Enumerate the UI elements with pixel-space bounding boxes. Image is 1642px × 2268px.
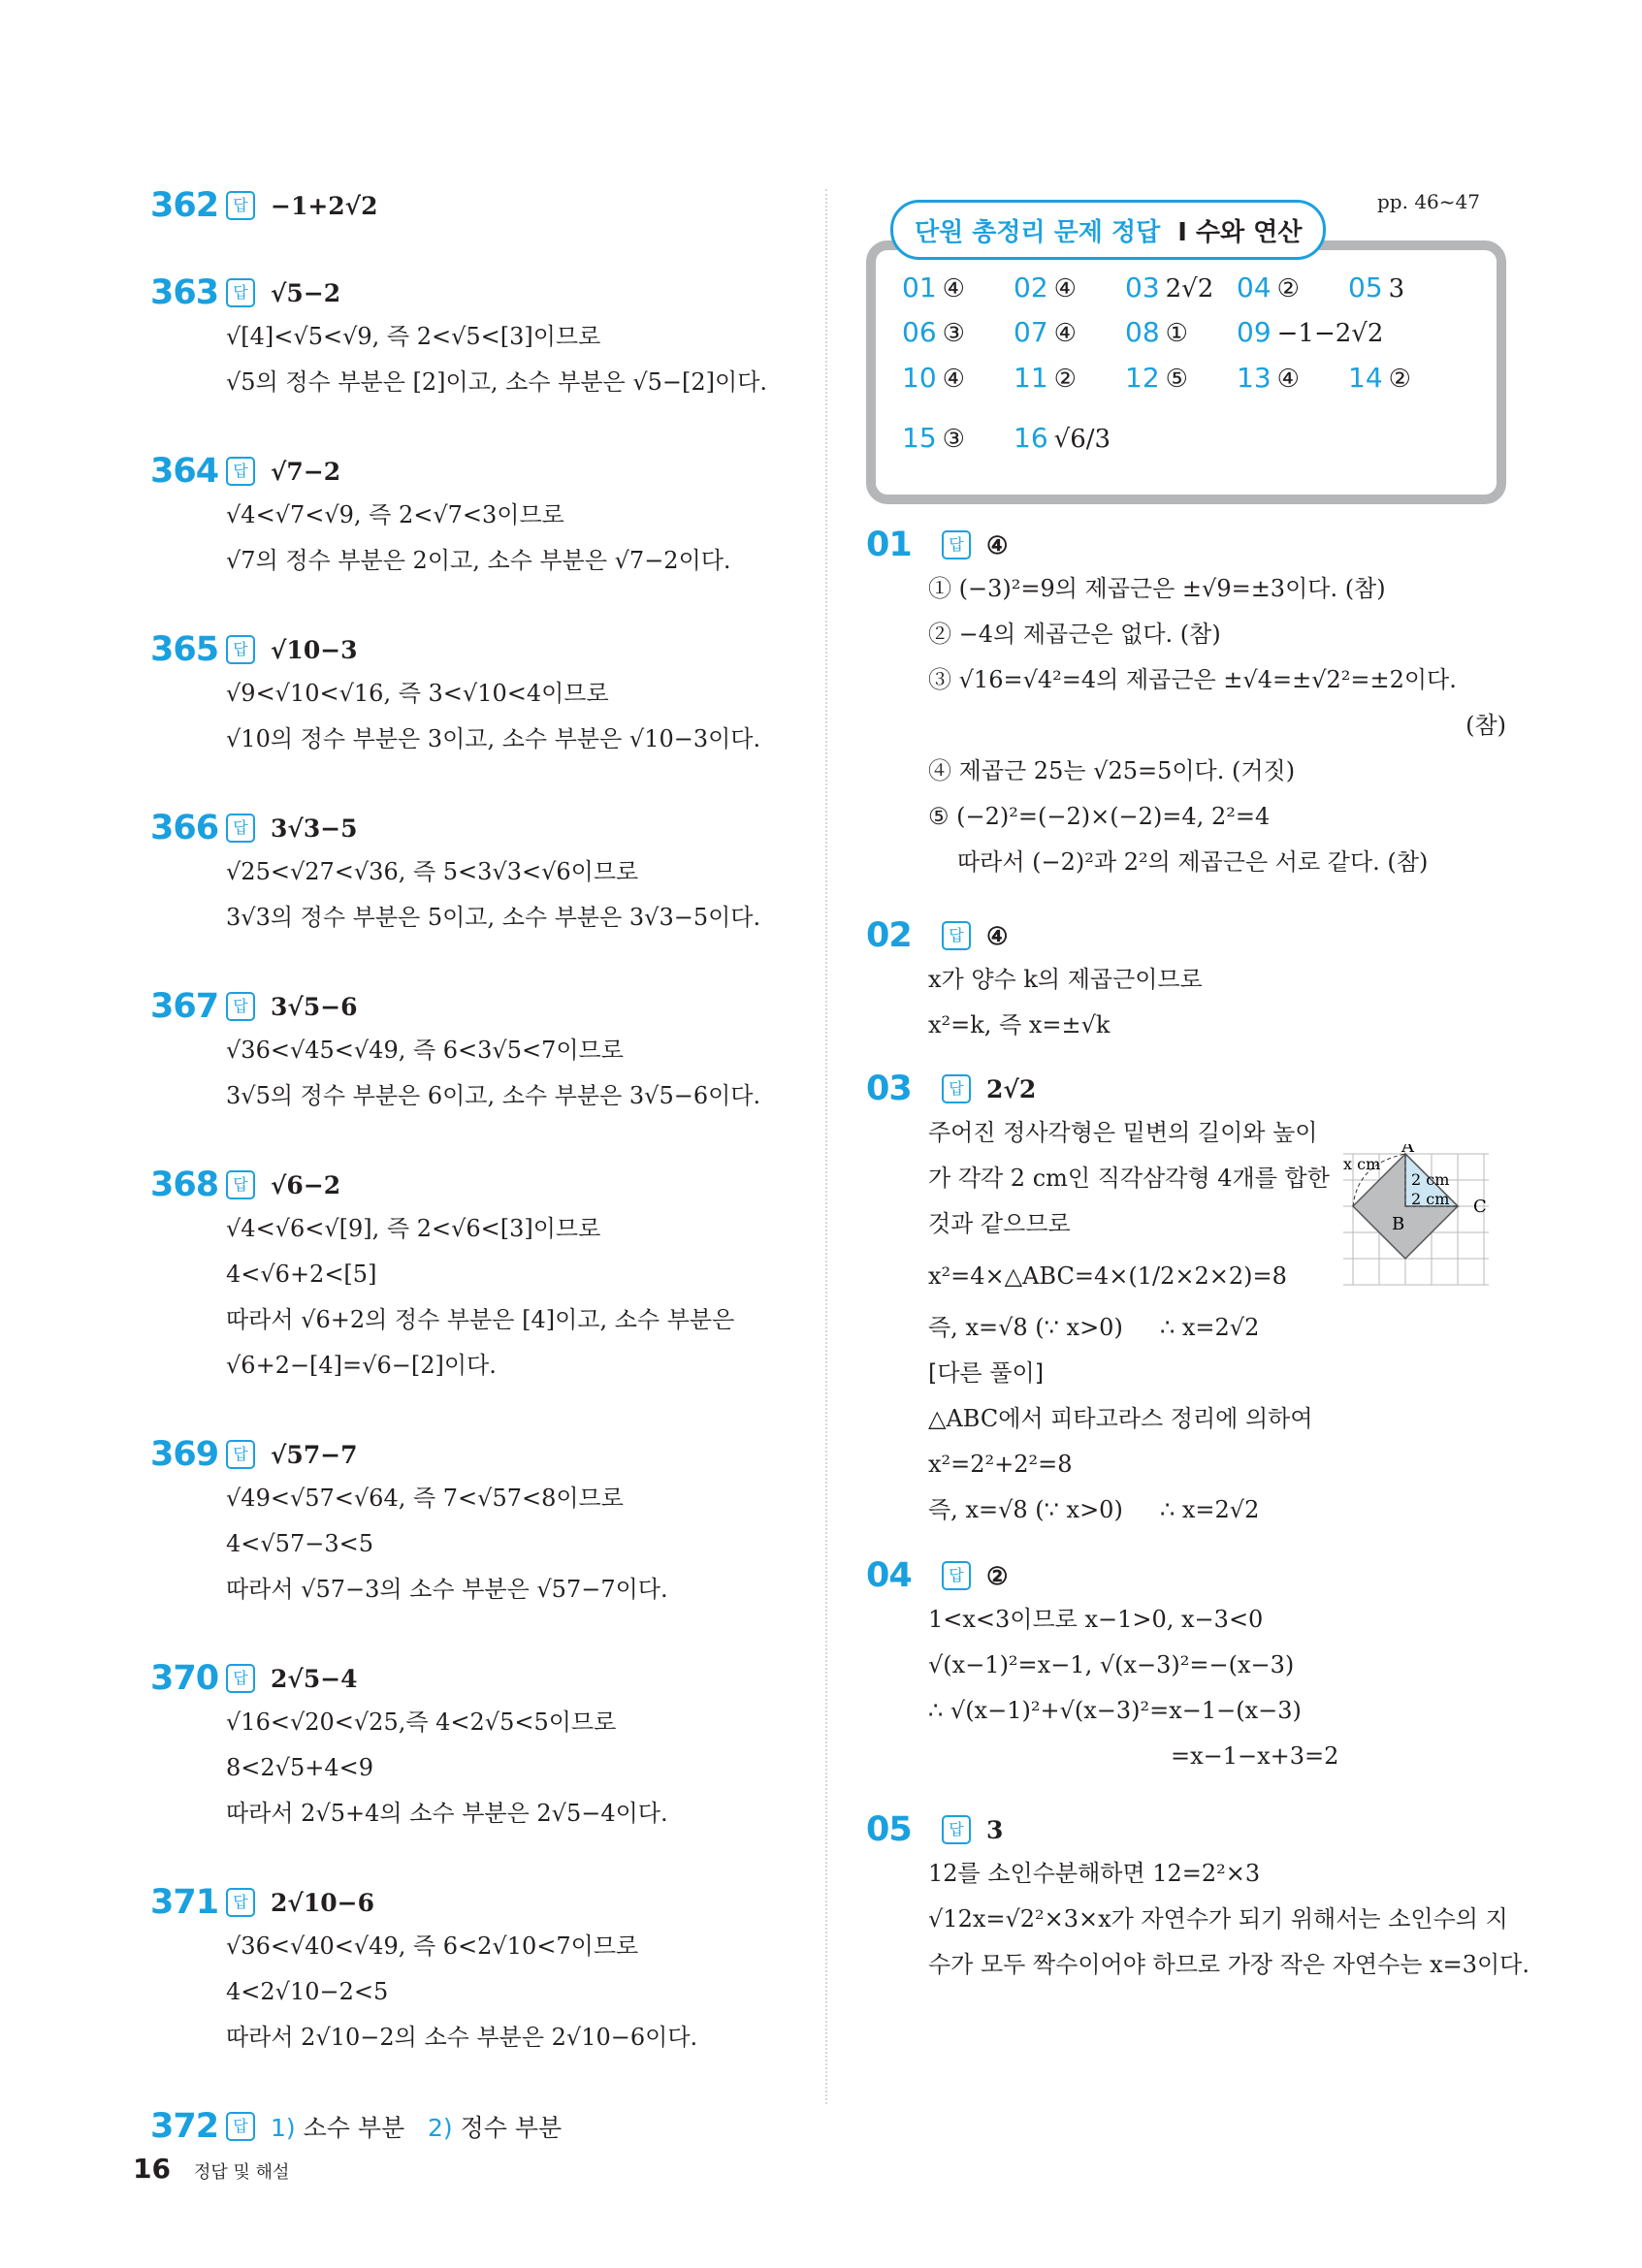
label-b: B: [1392, 1214, 1405, 1234]
answer-badge: 답: [226, 992, 255, 1021]
label-c: C: [1473, 1197, 1487, 1217]
solution-line: 1<x<3이므로 x−1>0, x−3<0: [928, 1606, 1264, 1633]
summary-item: 01 ④: [902, 272, 965, 303]
summary-item: 06 ③: [902, 316, 965, 348]
solution-line: ① (−3)²=9의 제곱근은 ±√9=±3이다. (참): [928, 575, 1386, 602]
answer: √5−2: [271, 278, 341, 307]
solution-line: (참): [1465, 712, 1506, 739]
solution-line: 따라서 (−2)²과 2²의 제곱근은 서로 같다. (참): [957, 848, 1429, 876]
label-2cm-a: 2 cm: [1411, 1170, 1450, 1189]
solution-line: 가 각각 2 cm인 직각삼각형 4개를 합한: [928, 1165, 1330, 1192]
solution-line: 것과 같으므로: [928, 1210, 1071, 1237]
review-05: [866, 1808, 1529, 1988]
solution-line: 3√3의 정수 부분은 5이고, 소수 부분은 3√3−5이다.: [226, 904, 761, 931]
answer-badge: 답: [942, 1815, 971, 1844]
solution-line: 3√5의 정수 부분은 6이고, 소수 부분은 3√5−6이다.: [226, 1082, 761, 1109]
problem-368: [150, 1164, 781, 1389]
summary-item: 05 3: [1348, 272, 1405, 303]
solution-line: √(x−1)²=x−1, √(x−3)²=−(x−3): [928, 1651, 1295, 1678]
solution-line: 수가 모두 짝수이어야 하므로 가장 작은 자연수는 x=3이다.: [928, 1951, 1529, 1978]
problem-number: 372: [150, 2107, 219, 2146]
summary-item: 16 √6/3: [1014, 422, 1111, 454]
answer-badge: 답: [942, 530, 971, 559]
solution-line: √36<√40<√49, 즉 6<2√10<7이므로: [226, 1933, 639, 1960]
column-divider: [825, 189, 827, 2104]
problem-number: 369: [150, 1435, 219, 1474]
solution-line: 즉, x=√8 (∵ x>0) ∴ x=2√2: [928, 1496, 1260, 1523]
summary-title: [890, 200, 1326, 260]
label-x: x cm: [1343, 1155, 1381, 1173]
solution-line: √16<√20<√25,즉 4<2√5<5이므로: [226, 1709, 617, 1736]
solution-line: √6+2−[4]=√6−[2]이다.: [226, 1352, 497, 1379]
summary-item: 07 ④: [1014, 316, 1077, 348]
answer: 2√2: [986, 1074, 1037, 1103]
label-2cm-b: 2 cm: [1411, 1190, 1450, 1208]
page-number: 16: [133, 2153, 171, 2185]
page-label: 정답 및 해설: [193, 2162, 290, 2183]
answer-badge: 답: [226, 814, 255, 843]
solution-line: 8<2√5+4<9: [226, 1754, 373, 1781]
solution-line: √12x=√2²×3×x가 자연수가 되기 위해서는 소인수의 지: [928, 1905, 1508, 1933]
solution-line: ③ √16=√4²=4의 제곱근은 ±√4=±√2²=±2이다.: [928, 666, 1457, 693]
square-figure: [1343, 1144, 1489, 1294]
summary-item: 12 ⑤: [1125, 362, 1188, 394]
problem-370: [150, 1657, 781, 1837]
problem-number: 04: [866, 1556, 912, 1595]
problem-364: [150, 450, 781, 584]
solution-line: 12를 소인수분해하면 12=2²×3: [928, 1860, 1261, 1887]
solution-line: √[4]<√5<√9, 즉 2<√5<[3]이므로: [226, 323, 601, 350]
summary-item: 11 ②: [1014, 362, 1077, 394]
solution-line: √10의 정수 부분은 3이고, 소수 부분은 √10−3이다.: [226, 725, 761, 752]
footer: [133, 2153, 289, 2185]
answer: 2√5−4: [271, 1664, 358, 1693]
answer-badge: 답: [226, 1888, 255, 1917]
solution-line: △ABC에서 피타고라스 정리에 의하여: [928, 1405, 1313, 1432]
answer-badge: 답: [942, 1074, 971, 1103]
summary-item: 04 ②: [1237, 272, 1300, 303]
problem-number: 363: [150, 273, 219, 312]
problem-365: [150, 628, 781, 762]
problem-372: [150, 2105, 781, 2148]
problem-362: [150, 184, 781, 227]
solution-line: =x−1−x+3=2: [1171, 1742, 1339, 1770]
review-01: [866, 524, 1506, 885]
answer: ④: [986, 921, 1009, 950]
solution-line: 주어진 정사각형은 밑변의 길이와 높이: [928, 1119, 1318, 1146]
answer: 1) 소수 부분 2) 정수 부분: [271, 2114, 563, 2142]
answer-badge: 답: [226, 2112, 255, 2141]
answer-badge: 답: [226, 635, 255, 664]
answer-badge: 답: [226, 1664, 255, 1693]
summary-item: 14 ②: [1348, 362, 1411, 394]
answer: √57−7: [271, 1440, 358, 1469]
solution-line: √4<√7<√9, 즉 2<√7<3이므로: [226, 501, 564, 528]
solution-line: ④ 제곱근 25는 √25=5이다. (거짓): [928, 757, 1296, 784]
problem-number: 05: [866, 1810, 912, 1849]
solution-line: 4<2√10−2<5: [226, 1978, 389, 2005]
summary-unit: Ⅰ 수와 연산: [1177, 217, 1303, 247]
summary-item: 08 ①: [1125, 316, 1188, 348]
problem-number: 02: [866, 916, 912, 955]
solution-line: x²=4×△ABC=4×(1/2×2×2)=8: [928, 1262, 1287, 1290]
solution-line: ⑤ (−2)²=(−2)×(−2)=4, 2²=4: [928, 803, 1271, 830]
solution-line: ∴ √(x−1)²+√(x−3)²=x−1−(x−3): [928, 1697, 1302, 1724]
grid-diagram: [1343, 1144, 1489, 1290]
solution-line: √4<√6<√[9], 즉 2<√6<[3]이므로: [226, 1215, 601, 1242]
solution-line: [다른 풀이]: [928, 1359, 1045, 1387]
left-column: [150, 184, 781, 2192]
solution-line: 4<√6+2<[5]: [226, 1261, 377, 1288]
review-02: [866, 914, 1506, 1048]
answer-badge: 답: [226, 1170, 255, 1199]
answer: √7−2: [271, 457, 341, 486]
solution-line: 4<√57−3<5: [226, 1530, 373, 1557]
answer: 3√5−6: [271, 992, 358, 1021]
solution-line: √5의 정수 부분은 [2]이고, 소수 부분은 √5−[2]이다.: [226, 368, 768, 396]
page-range: pp. 46~47: [1377, 190, 1480, 213]
summary-item: 13 ④: [1237, 362, 1300, 394]
problem-number: 371: [150, 1883, 219, 1922]
problem-363: [150, 272, 781, 405]
solution-line: 즉, x=√8 (∵ x>0) ∴ x=2√2: [928, 1314, 1260, 1341]
review-04: [866, 1554, 1506, 1779]
label-a: A: [1401, 1144, 1414, 1157]
answer-badge: 답: [226, 1440, 255, 1469]
solution-line: x²=2²+2²=8: [928, 1451, 1073, 1478]
answer-badge: 답: [226, 191, 255, 220]
answer: ④: [986, 530, 1009, 559]
problem-369: [150, 1433, 781, 1613]
answer-badge: 답: [226, 278, 255, 307]
summary-item: 09 −1−2√2: [1237, 316, 1384, 348]
solution-line: √25<√27<√36, 즉 5<3√3<√6이므로: [226, 858, 639, 885]
solution-line: 따라서 √57−3의 소수 부분은 √57−7이다.: [226, 1576, 668, 1603]
problem-number: 364: [150, 452, 219, 491]
summary-item: 03 2√2: [1125, 272, 1214, 303]
problem-number: 366: [150, 809, 219, 847]
problem-number: 365: [150, 630, 219, 669]
problem-number: 03: [866, 1070, 912, 1108]
answer-badge: 답: [942, 1561, 971, 1590]
answer: −1+2√2: [271, 191, 378, 220]
solution-line: ② −4의 제곱근은 없다. (참): [928, 621, 1221, 648]
problem-number: 370: [150, 1659, 219, 1698]
answer: √6−2: [271, 1170, 341, 1199]
answer: 3√3−5: [271, 814, 358, 843]
solution-line: x가 양수 k의 제곱근이므로: [928, 966, 1203, 993]
review-03: [866, 1068, 1506, 1533]
answer: 2√10−6: [271, 1888, 374, 1917]
summary-item: 10 ④: [902, 362, 965, 394]
answer-badge: 답: [226, 457, 255, 486]
problem-366: [150, 807, 781, 941]
summary-item: 02 ④: [1014, 272, 1077, 303]
solution-line: √36<√45<√49, 즉 6<3√5<7이므로: [226, 1037, 624, 1064]
solution-line: 따라서 √6+2의 정수 부분은 [4]이고, 소수 부분은: [226, 1306, 735, 1333]
summary-title-text: 단원 총정리 문제 정답: [915, 217, 1161, 247]
solution-line: 따라서 2√5+4의 소수 부분은 2√5−4이다.: [226, 1800, 668, 1827]
summary-item: 15 ③: [902, 422, 965, 454]
problem-371: [150, 1881, 781, 2060]
solution-line: √9<√10<√16, 즉 3<√10<4이므로: [226, 680, 609, 707]
answer-badge: 답: [942, 921, 971, 950]
problem-number: 368: [150, 1166, 219, 1204]
solution-line: √49<√57<√64, 즉 7<√57<8이므로: [226, 1485, 624, 1512]
answer: 3: [986, 1815, 1004, 1844]
solution-line: x²=k, 즉 x=±√k: [928, 1011, 1111, 1038]
problem-number: 367: [150, 987, 219, 1026]
problem-number: 362: [150, 186, 219, 225]
answer: √10−3: [271, 635, 358, 664]
problem-number: 01: [866, 526, 912, 564]
problem-367: [150, 985, 781, 1119]
answer: ②: [986, 1561, 1009, 1590]
solution-line: √7의 정수 부분은 2이고, 소수 부분은 √7−2이다.: [226, 547, 731, 574]
solution-line: 따라서 2√10−2의 소수 부분은 2√10−6이다.: [226, 2024, 698, 2051]
